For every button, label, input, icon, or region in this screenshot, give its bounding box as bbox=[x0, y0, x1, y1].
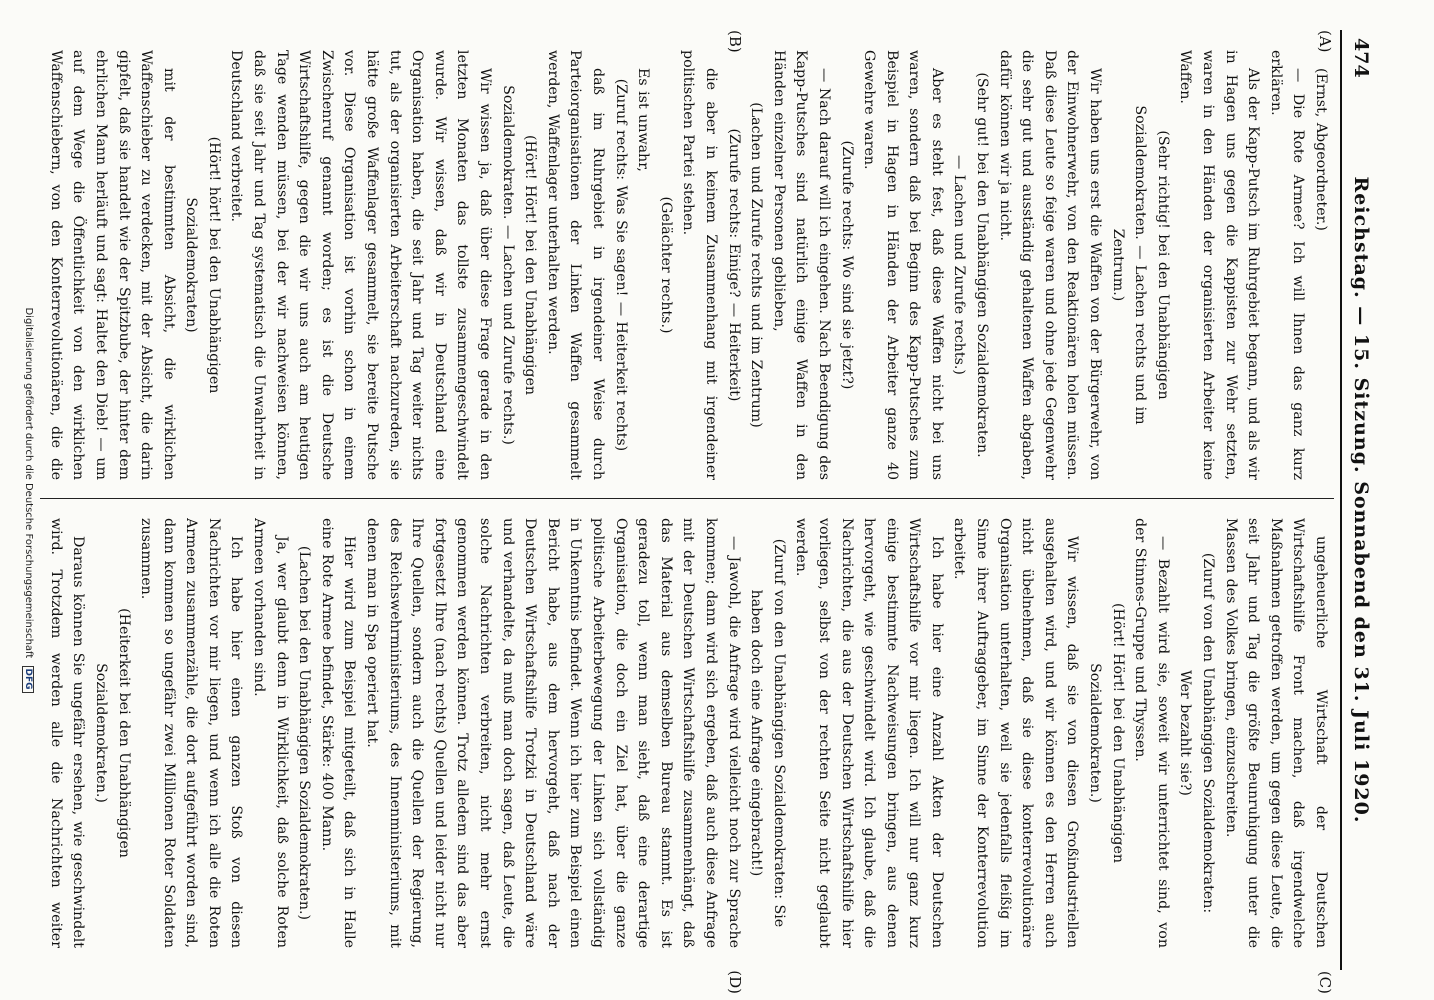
margin-marker-a: (A) bbox=[1316, 30, 1334, 53]
page-title: Reichstag. — 15. Sitzung. Sonnabend den 31. Juli 1920. bbox=[1350, 176, 1372, 824]
dfg-logo: DFG bbox=[22, 666, 34, 693]
paragraph: — Bezahlt wird sie, soweit wir unterrichtet sind, von der Stinnes-Gruppe und Thyssen. bbox=[1132, 518, 1171, 948]
interjection: (Hört! Hört! bei den Unabhängigen Sozialdemokraten. — Lachen und Zurufe rechts.) bbox=[499, 85, 539, 445]
margin-marker-c: (C) bbox=[1316, 970, 1334, 994]
right-column bbox=[40, 518, 1332, 948]
paragraph: Hier wird zum Beispiel mitgeteilt, daß sich in Halle eine Rote Armee befindet, Stärke: 400 Mann. bbox=[318, 518, 358, 948]
paragraph: mit der bestimmten Absicht, die wirklichen Waffenschieber zu verdecken, mit der Absicht, die darin gipfelt, daß sie handelt wie der Spitzbube, der hinter dem ehrlichen Mann herläuft und sagt: Haltet den Dieb! — um auf dem Wege die Öffentlichkeit von den wirklichen Waffenschiebern, von den Konterrevolutionären, die die bbox=[47, 50, 177, 480]
page-header bbox=[1340, 30, 1376, 970]
margin-marker-d: (D) bbox=[726, 970, 744, 994]
paragraph: — Jawohl, die Anfrage wird vielleicht noch zur Sprache kommen; dann wird sich ergeben, daß auch diese Anfrage mit der Deutschen Wirtschaftshilfe zusammenhängt, daß das Material aus demselben Bureau stammt. Es ist geradezu toll, wenn man sieht, daß eine derartige Organisation, die doch ein Ziel hat, über die ganze politische Arbeiterbewegung der Linken sich vollständig in Unkenntnis befindet. Wenn ich hier zum Beispiel einen Bericht habe, aus dem hervorgeht, daß nach der Deutschen Wirtschaftshilfe Trotzki in Deutschland wäre und verhandelte, da muß man doch sagen, daß Leute, die solche Nachrichten verbreiten, nicht mehr ernst genommen werden können. Trotz alledem sind das aber fortgesetzt Ihre (nach rechts) Quellen und leider nicht nur Ihre Quellen, sondern auch die Quellen der Regierung, des Reichswehrministeriums, des Innenministeriums, mit denen man in Spa operiert hat. bbox=[364, 518, 742, 948]
paragraph: Aber es steht fest, daß diese Waffen nicht bei uns waren, sondern daß bei Beginn des Kapp-Putsches zum Beispiel in Hagen in Händen der Arbeiter ganze 40 Gewehre waren. bbox=[861, 50, 945, 480]
paragraph: — Die Rote Armee? Ich will Ihnen das ganz kurz erklären. bbox=[1267, 50, 1307, 480]
paragraph: Wir haben uns erst die Waffen von der Bürgerwehr, von der Einwohnerwehr, von den Reaktionären holen müssen. Daß diese Leute so feige waren und ohne jede Gegenwehr die sehr gut und ausständig gehaltenen Waffen abgaben, dafür können wir ja nicht. bbox=[996, 50, 1104, 480]
interjection: (Zurufe rechts: Wo sind sie jetzt?) bbox=[838, 140, 855, 390]
column-divider bbox=[40, 498, 1334, 499]
paragraph: Wir wissen, daß sie von diesen Großindustriellen ausgehalten wird, und wir können es den Herren auch nicht übelnehmen, daß sie diese konterrevolutionäre Organisation unterhalten, weil sie jedenfalls fleißig im Sinne ihrer Auftraggeber, im Sinne der Konterrevolution arbeitet. bbox=[951, 518, 1081, 948]
interjection: (Hört! hört! bei den Unabhängigen Sozialdemokraten) bbox=[183, 136, 222, 394]
paragraph: daß im Ruhrgebiet in irgendeiner Weise durch Parteiorganisationen der Linken Waffen gesammelt werden, Waffenlager unterhalten werden. bbox=[544, 50, 606, 480]
footer-text: Digitalisierung gefördert durch die Deutsche Forschungsgemeinschaft bbox=[23, 307, 34, 659]
paragraph: Ich habe hier einen ganzen Stoß von diesen Nachrichten vor mir liegen, und wenn ich alle die Roten Armeen zusammenzähle, die dort aufgeführt worden sind, dann kommen so ungefähr zwei Millionen Roter Soldaten zusammen. bbox=[138, 518, 245, 948]
paragraph: Es ist unwahr, bbox=[635, 68, 652, 172]
interjection: (Sehr gut! bei den Unabhängigen Sozialdemokraten. — Lachen und Zurufe rechts.) bbox=[951, 72, 991, 458]
paragraph: ungeheuerliche Wirtschaft der Deutschen Wirtschaftshilfe Front machen, daß irgendwelche Maßnahmen getroffen werden, um gegen diese Leute, die seit Jahr und Tag die größte Beunruhigung unter die Massen des Volkes bringen, einzuschreiten. bbox=[1222, 518, 1329, 948]
interjection: (Gelächter rechts.) bbox=[657, 196, 674, 334]
interjection: (Hört! Hört! bei den Unabhängigen Sozialdemokraten.) bbox=[1087, 602, 1126, 863]
paragraph: Ich habe hier eine Anzahl Akten der Deutschen Wirtschaftshilfe vor mir liegen. Ich will nur ganz kurz einige bestimmte Nachweisungen bringen, aus denen hervorgeht, wie geschwindelt wird. Ich glaube, daß die Nachrichten, die aus der Deutschen Wirtschaftshilfe hier vorliegen, selbst von der rechten Seite nicht geglaubt werden. bbox=[793, 518, 945, 948]
paragraph: — Nach darauf will ich eingehen. Nach Beendigung des Kapp-Putsches sind natürlich einige Waffen in den Händen einzelner Personen geblieben, bbox=[770, 50, 832, 480]
interjection: (Zuruf von den Unabhängigen Sozialdemokraten: Sie haben doch eine Anfrage eingebracht!) bbox=[748, 538, 787, 928]
interjection: (Sehr richtig! bei den Unabhängigen Sozialdemokraten. — Lachen rechts und im Zentrum.) bbox=[1109, 105, 1171, 425]
interjection: (Zurufe rechts: Einige? — Heiterkeit) bbox=[725, 128, 742, 402]
paragraph: (Ernst, Abgeordneter.) bbox=[1313, 68, 1329, 231]
interjection: (Zuruf rechts: Was Sie sagen! — Heiterkeit rechts) bbox=[612, 78, 629, 452]
interjection: (Heiterkeit bei den Unabhängigen Sozialdemokraten.) bbox=[92, 608, 132, 858]
page-number: 474 bbox=[1350, 38, 1372, 78]
footer bbox=[12, 0, 34, 1000]
left-column bbox=[40, 50, 1332, 480]
margin-marker-b: (B) bbox=[726, 30, 744, 53]
interjection: (Lachen und Zurufe rechts und im Zentrum) bbox=[748, 102, 765, 428]
interjection: (Zuruf von den Unabhängigen Sozialdemokraten: Wer bezahlt sie?) bbox=[1177, 552, 1217, 914]
paragraph: Wir wissen ja, daß über diese Frage gerade in den letzten Monaten das tollste zusammengeschwindelt wurde. Wir wissen, daß wir in Deutschland eine Organisation haben, die seit Jahr und Tag weiter nichts tut, als der organisierten Arbeiterschaft nachzureden, sie hätte große Waffenlager gesammelt, sie bereite Putsche vor. Diese Organisation ist vorhin schon in einem Zwischenruf genannt worden; es ist die Deutsche Wirtschaftshilfe, gegen die wir uns auch am heutigen Tage wenden müssen, bei der wir nachweisen können, daß sie seit Jahr und Tag systematisch die Unwahrheit in Deutschland verbreitet. bbox=[228, 50, 494, 480]
paragraph: Daraus können Sie ungefähr ersehen, wie geschwindelt wird. Trotzdem werden alle die Nachrichten weiter bbox=[47, 518, 87, 948]
interjection: (Lachen bei den Unabhängigen Sozialdemokraten.) bbox=[296, 545, 313, 921]
paragraph: die aber in keinem Zusammenhang mit irgendeiner politischen Partei stehen. bbox=[680, 50, 719, 480]
paragraph: Als der Kapp-Putsch im Ruhrgebiet begann, und als wir in Hagen uns gegen die Kappisten zur Wehr setzten, waren in den Händen der organisierten Arbeiter keine Waffen. bbox=[1177, 50, 1262, 480]
paragraph: Ja, wer glaubt denn in Wirklichkeit, daß solche Roten Armeen vorhanden sind. bbox=[251, 518, 290, 948]
